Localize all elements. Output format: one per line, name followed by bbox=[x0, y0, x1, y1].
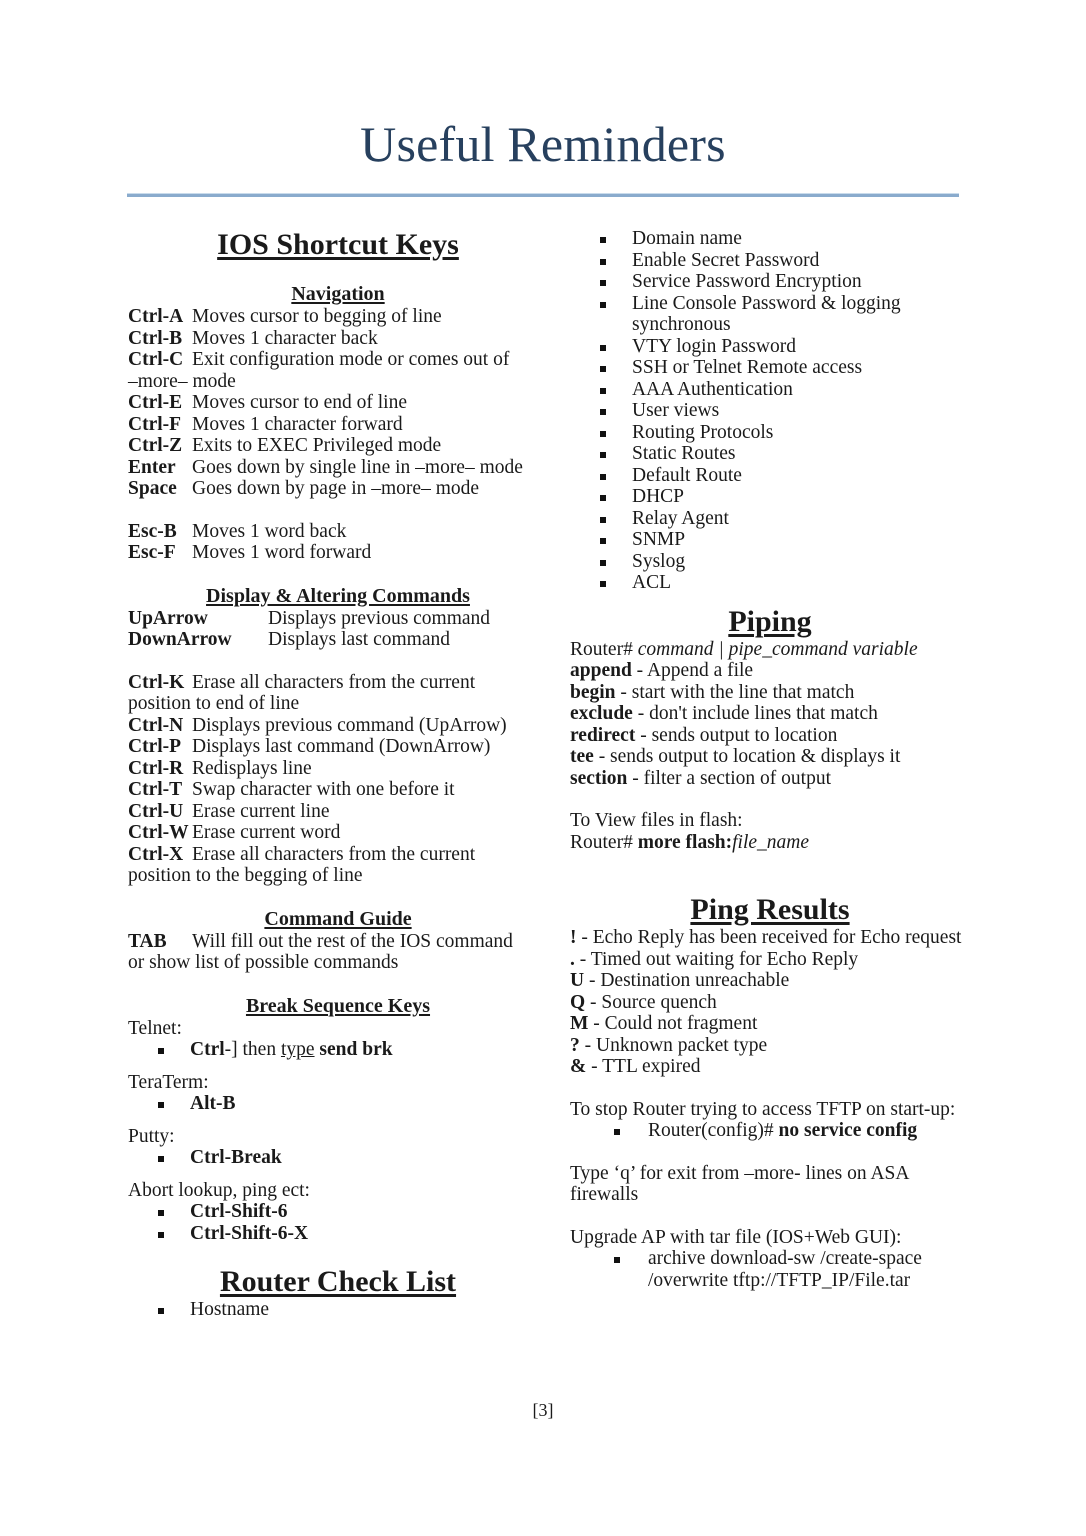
piping-syntax bbox=[570, 639, 970, 661]
ping-desc: - TTL expired bbox=[586, 1056, 701, 1077]
shortcut-row bbox=[128, 779, 548, 801]
shortcut-desc-continuation: position to end of line bbox=[128, 693, 300, 714]
command-guide-desc: Will fill out the rest of the IOS command bbox=[192, 930, 513, 952]
telnet-key-suffix: send brk bbox=[314, 1039, 393, 1060]
section-heading-display-altering-commands: Display & Altering Commands bbox=[206, 584, 470, 607]
break-telnet-label: Telnet: bbox=[128, 1017, 182, 1039]
command-guide-row bbox=[128, 931, 548, 953]
section-heading-piping: Piping bbox=[728, 604, 812, 638]
shortcut-desc: Exit configuration mode or comes out of bbox=[192, 349, 510, 370]
shortcut-key: Ctrl-P bbox=[128, 736, 182, 757]
shortcut-desc-continuation: position to the begging of line bbox=[128, 865, 363, 886]
shortcut-desc: Erase current line bbox=[192, 800, 330, 822]
piping-keyword: section bbox=[570, 767, 628, 789]
flash-view-label: To View files in flash: bbox=[570, 810, 743, 831]
page-number-footer: [3] bbox=[532, 1400, 554, 1420]
flash-prefix: Router# bbox=[570, 831, 638, 853]
title-block bbox=[0, 0, 1086, 197]
break-telnet-list bbox=[128, 1039, 548, 1061]
piping-desc: - don't include lines that match bbox=[632, 703, 878, 724]
page-title: Useful Reminders bbox=[360, 116, 726, 172]
shortcut-key: Ctrl-C bbox=[128, 349, 184, 370]
break-putty-list bbox=[128, 1147, 548, 1169]
list-item: SSH or Telnet Remote access bbox=[570, 357, 970, 379]
piping-desc: - start with the line that match bbox=[615, 681, 855, 703]
shortcut-desc: Erase all characters from the current bbox=[192, 671, 476, 693]
shortcut-key: DownArrow bbox=[128, 629, 232, 650]
ping-result-row bbox=[570, 949, 970, 971]
ping-symbol: U bbox=[570, 970, 585, 991]
shortcut-row bbox=[128, 521, 548, 543]
shortcut-row bbox=[128, 608, 548, 630]
shortcut-key: Ctrl-U bbox=[128, 800, 184, 822]
list-item: DHCP bbox=[570, 486, 970, 508]
list-item: Domain name bbox=[570, 228, 970, 250]
piping-row bbox=[570, 703, 970, 725]
teraterm-key: Alt-B bbox=[190, 1093, 236, 1114]
tftp-stop-list bbox=[570, 1120, 970, 1142]
asa-more-note: Type ‘q’ for exit from –more- lines on ASA firewalls bbox=[570, 1162, 909, 1205]
telnet-key-underlined: type bbox=[280, 1039, 315, 1060]
list-item: archive download-sw /create-space /overwrite tftp://TFTP_IP/File.tar bbox=[570, 1248, 970, 1291]
abort-lookup-label: Abort lookup, ping ect: bbox=[128, 1179, 310, 1201]
shortcut-row bbox=[128, 629, 548, 651]
ping-desc: - Unknown packet type bbox=[579, 1034, 768, 1056]
title-divider bbox=[127, 193, 959, 197]
tftp-stop-label: To stop Router trying to access TFTP on start-up: bbox=[570, 1098, 956, 1120]
abort-key: Ctrl-Shift-6 bbox=[190, 1201, 288, 1222]
ping-symbol: Q bbox=[570, 991, 586, 1013]
shortcut-desc: Swap character with one before it bbox=[192, 779, 455, 800]
section-heading-ios-shortcut-keys: IOS Shortcut Keys bbox=[217, 228, 459, 261]
list-item: ACL bbox=[570, 572, 970, 594]
tftp-command-bold: no service config bbox=[778, 1120, 918, 1141]
ping-symbol: & bbox=[570, 1056, 587, 1077]
shortcut-row bbox=[128, 844, 548, 866]
ping-result-row bbox=[570, 992, 970, 1014]
piping-keyword: redirect bbox=[570, 724, 636, 746]
flash-italic: file_name bbox=[732, 831, 810, 853]
list-item: Relay Agent bbox=[570, 508, 970, 530]
shortcut-key: Ctrl-F bbox=[128, 413, 182, 435]
shortcut-key: Ctrl-T bbox=[128, 779, 183, 800]
ping-symbol: ! bbox=[570, 927, 577, 948]
router-check-list bbox=[128, 1299, 548, 1321]
piping-row bbox=[570, 768, 970, 790]
upgrade-ap-list bbox=[570, 1248, 970, 1291]
telnet-key-mid: -] then bbox=[224, 1039, 281, 1060]
ping-result-row bbox=[570, 1035, 970, 1057]
shortcut-row bbox=[128, 435, 548, 457]
piping-keyword: append bbox=[570, 660, 632, 681]
abort-lookup-list bbox=[128, 1201, 548, 1244]
section-heading-router-check-list: Router Check List bbox=[219, 1265, 457, 1298]
list-item: Enable Secret Password bbox=[570, 250, 970, 272]
shortcut-row bbox=[128, 822, 548, 844]
shortcut-key: UpArrow bbox=[128, 607, 208, 629]
shortcut-key: Ctrl-E bbox=[128, 392, 183, 413]
shortcut-row bbox=[128, 392, 548, 414]
list-item: Service Password Encryption bbox=[570, 271, 970, 293]
shortcut-desc: Moves 1 character back bbox=[192, 327, 378, 349]
shortcut-key: Enter bbox=[128, 456, 176, 478]
shortcut-key: Esc-B bbox=[128, 520, 177, 542]
ping-symbol: M bbox=[570, 1013, 589, 1034]
shortcut-row bbox=[128, 715, 548, 737]
telnet-key-prefix: Ctrl bbox=[190, 1039, 225, 1060]
left-column bbox=[128, 228, 548, 1321]
shortcut-key: Ctrl-W bbox=[128, 822, 189, 843]
ping-desc: - Source quench bbox=[585, 991, 717, 1013]
list-item bbox=[128, 1201, 548, 1223]
tftp-command-prefix: Router(config)# bbox=[648, 1120, 779, 1141]
shortcut-desc: Moves 1 word back bbox=[192, 520, 347, 542]
shortcut-key: Ctrl-R bbox=[128, 757, 184, 779]
list-item bbox=[128, 1039, 548, 1061]
shortcut-key: Ctrl-N bbox=[128, 714, 184, 736]
shortcut-desc: Erase all characters from the current bbox=[192, 843, 476, 865]
list-item: Syslog bbox=[570, 551, 970, 573]
shortcut-desc: Exits to EXEC Privileged mode bbox=[192, 435, 442, 456]
content-columns bbox=[0, 228, 1086, 1321]
shortcut-desc: Displays previous command (UpArrow) bbox=[192, 714, 507, 736]
shortcut-row bbox=[128, 758, 548, 780]
flash-bold: more flash: bbox=[637, 831, 733, 853]
piping-syntax-italic: command | pipe_command variable bbox=[637, 638, 918, 660]
piping-keyword: exclude bbox=[570, 703, 633, 724]
command-guide-continuation: or show list of possible commands bbox=[128, 952, 399, 973]
shortcut-desc: Displays last command (DownArrow) bbox=[192, 736, 491, 757]
shortcut-desc-continuation: –more– mode bbox=[128, 370, 236, 392]
piping-desc: - Append a file bbox=[631, 660, 754, 681]
shortcut-desc: Moves cursor to end of line bbox=[192, 392, 407, 413]
list-item bbox=[128, 1223, 548, 1245]
list-item bbox=[128, 1147, 548, 1169]
abort-key: Ctrl-Shift-6-X bbox=[190, 1222, 309, 1244]
piping-desc: - sends output to location bbox=[635, 724, 838, 746]
break-teraterm-label: TeraTerm: bbox=[128, 1071, 209, 1093]
break-teraterm-list bbox=[128, 1093, 548, 1115]
section-heading-ping-results: Ping Results bbox=[690, 893, 850, 926]
piping-keyword: tee bbox=[570, 746, 594, 767]
ping-symbol: . bbox=[570, 948, 575, 970]
list-item: Static Routes bbox=[570, 443, 970, 465]
shortcut-desc: Goes down by page in –more– mode bbox=[192, 478, 480, 499]
piping-row bbox=[570, 682, 970, 704]
router-checklist-continued bbox=[570, 228, 970, 594]
shortcut-desc: Moves 1 character forward bbox=[192, 413, 403, 435]
list-item: AAA Authentication bbox=[570, 379, 970, 401]
shortcut-row bbox=[128, 306, 548, 328]
list-item bbox=[128, 1093, 548, 1115]
list-item: SNMP bbox=[570, 529, 970, 551]
command-guide-key: TAB bbox=[128, 930, 167, 952]
shortcut-key: Ctrl-B bbox=[128, 327, 183, 349]
ping-result-row bbox=[570, 1056, 970, 1078]
piping-desc: - filter a section of output bbox=[627, 767, 832, 789]
upgrade-ap-label: Upgrade AP with tar file (IOS+Web GUI): bbox=[570, 1226, 902, 1248]
right-column bbox=[570, 228, 970, 1291]
ping-desc: - Destination unreachable bbox=[584, 970, 790, 991]
shortcut-row bbox=[128, 542, 548, 564]
ping-desc: - Echo Reply has been received for Echo request bbox=[576, 927, 962, 948]
shortcut-desc: Redisplays line bbox=[192, 757, 312, 779]
ping-result-row bbox=[570, 1013, 970, 1035]
list-item: VTY login Password bbox=[570, 336, 970, 358]
list-item: User views bbox=[570, 400, 970, 422]
piping-row bbox=[570, 725, 970, 747]
section-heading-break-sequence-keys: Break Sequence Keys bbox=[245, 994, 431, 1017]
ping-result-row bbox=[570, 970, 970, 992]
shortcut-row bbox=[128, 478, 548, 500]
shortcut-key: Ctrl-A bbox=[128, 306, 184, 327]
shortcut-desc: Displays last command bbox=[268, 629, 450, 650]
shortcut-desc: Erase current word bbox=[192, 822, 341, 843]
list-item: Line Console Password & logging synchronous bbox=[570, 293, 970, 336]
shortcut-row bbox=[128, 672, 548, 694]
shortcut-row bbox=[128, 736, 548, 758]
shortcut-key: Esc-F bbox=[128, 542, 176, 563]
shortcut-row bbox=[128, 457, 548, 479]
shortcut-key: Ctrl-X bbox=[128, 843, 184, 865]
ping-desc: - Timed out waiting for Echo Reply bbox=[574, 948, 859, 970]
putty-key: Ctrl-Break bbox=[190, 1147, 282, 1168]
list-item: Hostname bbox=[128, 1299, 548, 1321]
list-item: Routing Protocols bbox=[570, 422, 970, 444]
piping-row bbox=[570, 660, 970, 682]
ping-desc: - Could not fragment bbox=[588, 1013, 758, 1034]
ping-result-row bbox=[570, 927, 970, 949]
piping-syntax-prefix: Router# bbox=[570, 638, 638, 660]
list-item bbox=[570, 1120, 970, 1142]
flash-view-command bbox=[570, 832, 970, 854]
shortcut-key: Ctrl-K bbox=[128, 671, 185, 693]
piping-keyword: begin bbox=[570, 681, 616, 703]
ping-symbol: ? bbox=[570, 1034, 580, 1056]
shortcut-row bbox=[128, 349, 548, 371]
list-item: Default Route bbox=[570, 465, 970, 487]
break-putty-label: Putty: bbox=[128, 1125, 175, 1147]
shortcut-desc: Goes down by single line in –more– mode bbox=[192, 456, 523, 478]
shortcut-desc: Displays previous command bbox=[268, 607, 491, 629]
piping-row bbox=[570, 746, 970, 768]
shortcut-desc: Moves cursor to begging of line bbox=[192, 306, 442, 327]
shortcut-key: Ctrl-Z bbox=[128, 435, 183, 456]
shortcut-row bbox=[128, 801, 548, 823]
shortcut-row bbox=[128, 328, 548, 350]
section-heading-command-guide: Command Guide bbox=[264, 907, 412, 930]
section-heading-navigation: Navigation bbox=[291, 283, 385, 305]
shortcut-desc: Moves 1 word forward bbox=[192, 542, 372, 563]
shortcut-row bbox=[128, 414, 548, 436]
piping-desc: - sends output to location & displays it bbox=[593, 746, 901, 767]
shortcut-key: Space bbox=[128, 478, 177, 499]
